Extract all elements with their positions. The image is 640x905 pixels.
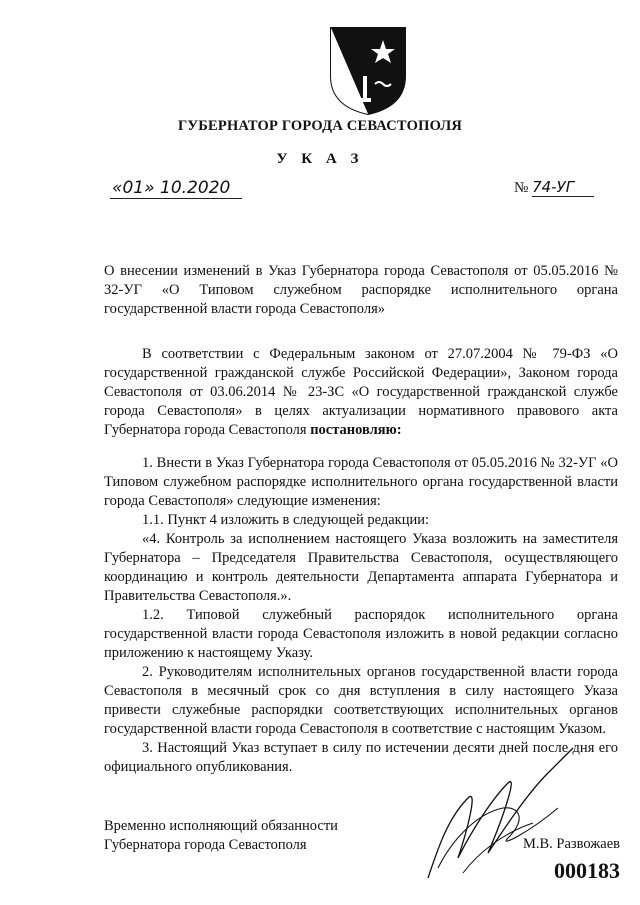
decree-date: «01» 10.2020 [110,178,242,199]
signatory-title [104,817,424,855]
number-prefix: № [514,180,529,196]
paragraph-1: 1. Внести в Указ Губернатора города Севастополя от 05.05.2016 № 32-УГ «О Типовом служебном распорядке исполнительного органа государственной власти города Севастополя» следующие изменения: [104,455,618,509]
decree-number-field [514,178,620,197]
decree-body [104,345,618,777]
preamble-paragraph [104,345,618,440]
paragraph-1-1-quote: «4. Контроль за исполнением настоящего Указа возложить на заместителя Губернатора – Председателя Правительства Севастополя, осуществляющего координацию и контроль деятельности Департамента аппарата Губернатора и Правительства Севастополя.». [104,531,618,604]
decree-number: 74-УГ [532,178,594,197]
sevastopol-coat-of-arms-icon [325,24,411,116]
paragraph-1-2: 1.2. Типовой служебный распорядок исполнительного органа государственной власти города Севастополя изложить в новой редакции согласно приложению к настоящему Указу. [104,607,618,661]
signatory-title-line-1: Временно исполняющий обязанности [104,818,338,834]
signatory-name: М.В. Развожаев [522,836,620,852]
page-title: ГУБЕРНАТОР ГОРОДА СЕВАСТОПОЛЯ [177,118,463,134]
decree-subject: О внесении изменений в Указ Губернатора города Севастополя от 05.05.2016 № 32-УГ «О Типовом служебном распорядке исполнительного органа государственной власти города Севастополя» [104,263,618,317]
paragraph-2: 2. Руководителям исполнительных органов государственной власти города Севастополя в месячный срок со дня вступления в силу настоящего Указа привести служебные распорядки соответствующих исполнительных органов государственной власти города Севастополя в соответствие с настоящим Указом. [104,664,618,737]
signatory-title-line-2: Губернатора города Севастополя [104,837,307,853]
preamble-text: В соответствии с Федеральным законом от 27.07.2004 № 79-ФЗ «О государственной гражданской службе Российской Федерации», Законом города Севастополя от 03.06.2014 № 23-ЗС «О государственной гражданской службе города Севастополя» в целях актуализации нормативного правового акта Губернатора города Севастополя [104,346,618,438]
paragraph-3: 3. Настоящий Указ вступает в силу по истечении десяти дней после дня его официального опубликования. [104,740,618,775]
registration-number: 000183 [554,858,620,883]
decree-word: постановляю: [310,422,402,438]
document-type: У К А З [276,151,364,167]
paragraph-1-1: 1.1. Пункт 4 изложить в следующей редакции: [142,512,430,528]
